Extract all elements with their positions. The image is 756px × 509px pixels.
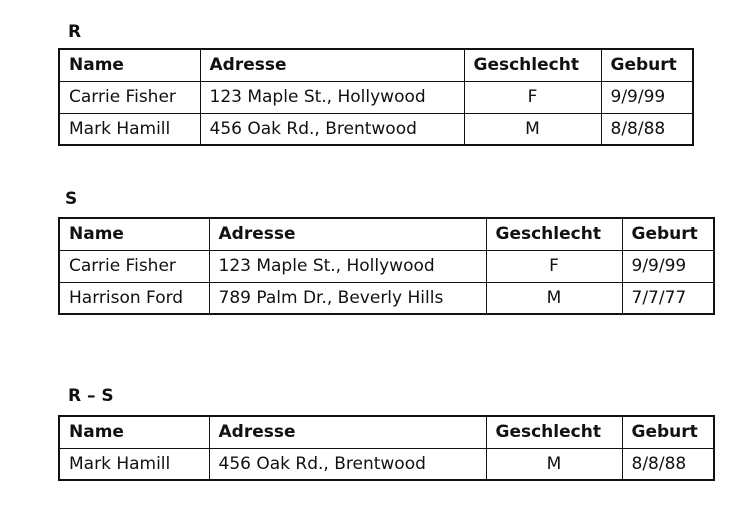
cell-name: Harrison Ford xyxy=(59,282,209,314)
table-row xyxy=(59,81,693,113)
column-header-geburt: Geburt xyxy=(601,49,693,81)
cell-adresse: 789 Palm Dr., Beverly Hills xyxy=(209,282,486,314)
column-header-adresse: Adresse xyxy=(209,416,486,448)
relation-s-label: S xyxy=(65,189,78,209)
cell-name: Carrie Fisher xyxy=(59,81,200,113)
cell-name: Carrie Fisher xyxy=(59,250,209,282)
table-header-row xyxy=(59,416,714,448)
table-row xyxy=(59,250,714,282)
column-header-name: Name xyxy=(59,49,200,81)
relation-difference-label: R – S xyxy=(68,386,114,406)
column-header-adresse: Adresse xyxy=(209,218,486,250)
cell-geschlecht: M xyxy=(486,282,622,314)
cell-geschlecht: F xyxy=(486,250,622,282)
cell-adresse: 123 Maple St., Hollywood xyxy=(200,81,464,113)
cell-name: Mark Hamill xyxy=(59,448,209,480)
column-header-adresse: Adresse xyxy=(200,49,464,81)
cell-adresse: 123 Maple St., Hollywood xyxy=(209,250,486,282)
cell-geburt: 9/9/99 xyxy=(622,250,714,282)
column-header-geschlecht: Geschlecht xyxy=(486,416,622,448)
table-row xyxy=(59,448,714,480)
table-row xyxy=(59,113,693,145)
table-header-row xyxy=(59,49,693,81)
cell-geschlecht: F xyxy=(464,81,601,113)
column-header-name: Name xyxy=(59,416,209,448)
cell-geburt: 7/7/77 xyxy=(622,282,714,314)
cell-name: Mark Hamill xyxy=(59,113,200,145)
column-header-geschlecht: Geschlecht xyxy=(464,49,601,81)
table-row xyxy=(59,282,714,314)
relation-r-label: R xyxy=(68,22,82,42)
relation-difference-table xyxy=(58,415,715,481)
cell-geburt: 9/9/99 xyxy=(601,81,693,113)
column-header-name: Name xyxy=(59,218,209,250)
table-header-row xyxy=(59,218,714,250)
column-header-geschlecht: Geschlecht xyxy=(486,218,622,250)
cell-geburt: 8/8/88 xyxy=(601,113,693,145)
relation-s-table xyxy=(58,217,715,315)
column-header-geburt: Geburt xyxy=(622,218,714,250)
column-header-geburt: Geburt xyxy=(622,416,714,448)
relation-r-table xyxy=(58,48,694,146)
cell-adresse: 456 Oak Rd., Brentwood xyxy=(200,113,464,145)
cell-geschlecht: M xyxy=(486,448,622,480)
cell-geburt: 8/8/88 xyxy=(622,448,714,480)
cell-adresse: 456 Oak Rd., Brentwood xyxy=(209,448,486,480)
cell-geschlecht: M xyxy=(464,113,601,145)
